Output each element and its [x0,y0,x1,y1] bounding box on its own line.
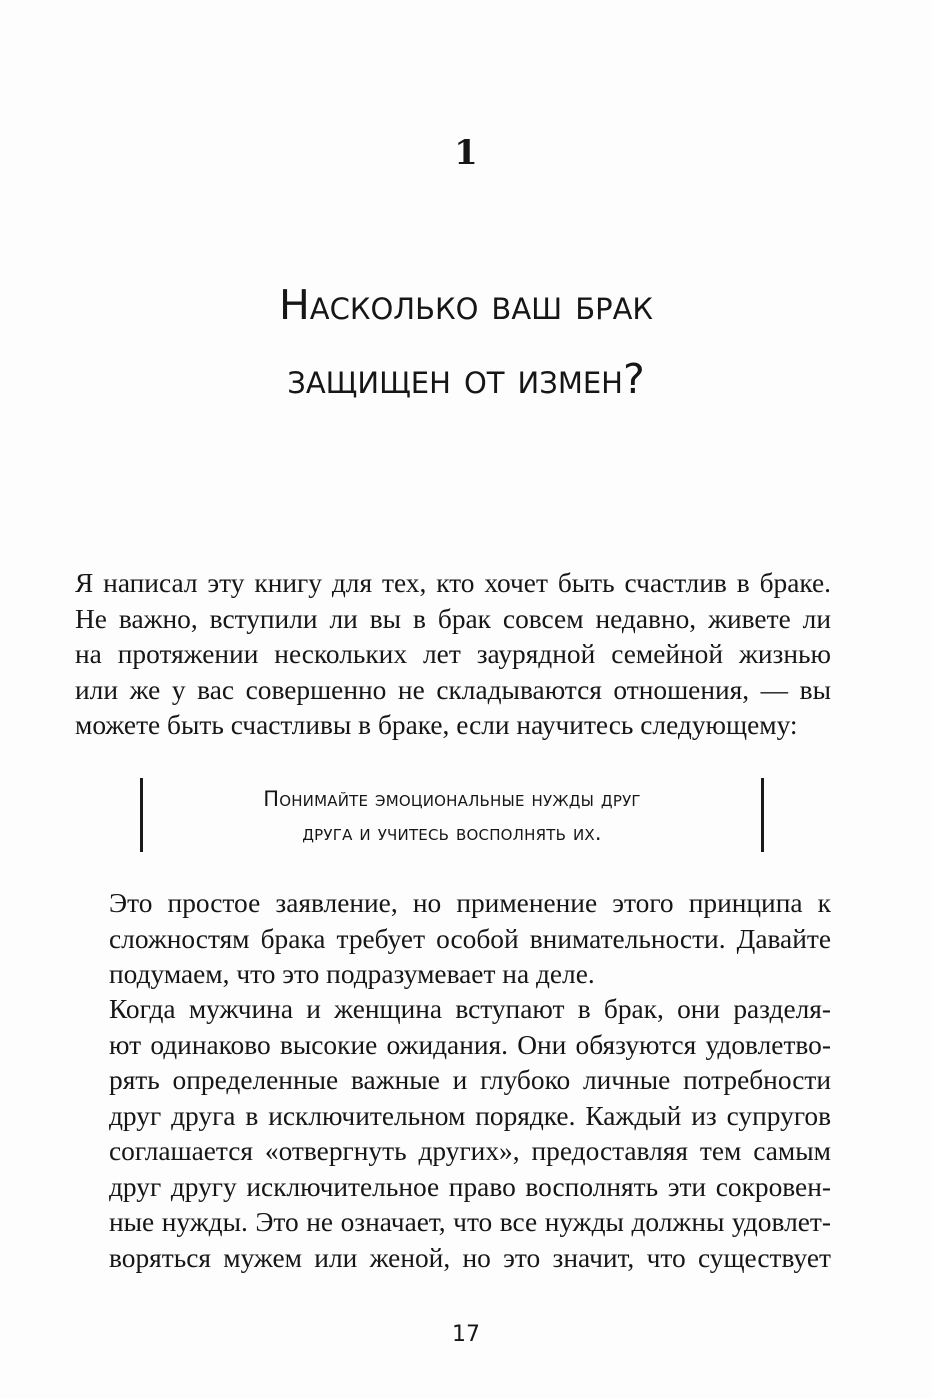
paragraph-line: сложностям брака требует особой внимательности. Давайте [109,923,831,954]
chapter-title-line-1: Насколько ваш брак [278,281,654,329]
paragraph-line: Когда мужчина и женщина вступают в брак, они разделя- [109,994,831,1024]
chapter-title-line-2: защищен от измен? [287,355,645,403]
chapter-title [100,268,832,416]
paragraph-line: Это простое заявление, но применение этого принципа к [109,888,831,918]
paragraph-line: подумаем, что это подразумевает на деле. [109,959,595,989]
pull-quote [140,778,764,852]
paragraph-line: ные нужды. Это не означает, что все нужды должны удовлет- [109,1207,831,1237]
paragraph-line: рять определенные важные и глубоко личные потребности [109,1065,831,1095]
paragraph-line: Не важно, вступили ли вы в брак совсем недавно, живете ли [75,603,831,634]
paragraph-line: или же у вас совершенно не складываются отношения, — вы [75,674,831,705]
paragraph-line: на протяжении нескольких лет заурядной семейной жизнью [75,639,831,669]
paragraph-line: друг другу исключительное право восполнять эти сокровен- [109,1171,831,1202]
page-number: 17 [452,1322,480,1347]
quote-line-2: друга и учитесь восполнять их. [302,821,602,845]
paragraph-marriage [75,992,831,1276]
quote-left-bar [140,778,143,852]
quote-right-bar [761,778,764,852]
paragraph-line: Я написал эту книгу для тех, кто хочет быть счастлив в браке. [75,568,831,598]
paragraph-intro [75,566,831,744]
paragraph-line: воряться мужем или женой, но это значит, что существует [109,1242,831,1273]
quote-line-1: Понимайте эмоциональные нужды друг [263,787,641,811]
quote-text [160,782,744,850]
paragraph-line: соглашается «отвергнуть других», предоставляя тем самым [109,1136,831,1166]
paragraph-line: можете быть счастливы в браке, если научитесь следующему: [75,710,798,740]
chapter-number: 1 [454,133,478,173]
paragraph-line: ют одинаково высокие ожидания. Они обязуются удовлетво- [109,1029,831,1060]
paragraph-line: друг друга в исключительном порядке. Каждый из супругов [109,1100,831,1131]
paragraph-statement [75,886,831,993]
